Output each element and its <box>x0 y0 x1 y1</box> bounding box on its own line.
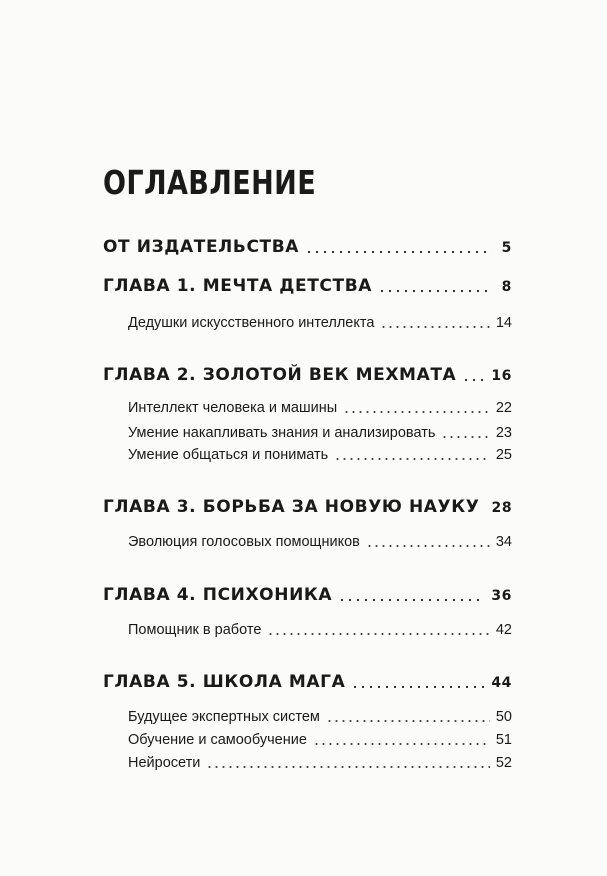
toc-entry-label: Будущее экспертных систем <box>128 709 320 725</box>
toc-entry-label: Умение накапливать знания и анализировать <box>128 425 436 441</box>
toc-entry-page: 28 <box>491 500 513 516</box>
toc-entry-page: 16 <box>491 368 512 384</box>
toc-entry-page: 8 <box>501 279 512 295</box>
toc-entry-label: ГЛАВА 5. ШКОЛА МАГА <box>103 672 346 692</box>
toc-entry-label: ГЛАВА 4. ПСИХОНИКА <box>103 585 333 605</box>
dot-leader <box>441 435 489 439</box>
toc-entry-label: ГЛАВА 3. БОРЬБА ЗА НОВУЮ НАУКУ <box>103 497 480 517</box>
toc-entry-page: 42 <box>495 622 512 638</box>
dot-leader <box>378 289 492 293</box>
dot-leader <box>267 632 489 636</box>
toc-entry-section[interactable] <box>128 730 512 750</box>
toc-entry-page: 5 <box>501 240 512 256</box>
toc-entry-label: Интеллект человека и машины <box>128 400 338 416</box>
dot-leader <box>343 410 490 414</box>
toc-entry-page: 52 <box>495 755 512 771</box>
toc-entry-label: Умение общаться и понимать <box>128 447 329 463</box>
toc-entry-chapter-2[interactable] <box>103 364 512 387</box>
toc-entry-page: 23 <box>495 425 512 441</box>
toc-entry-section[interactable] <box>128 313 512 333</box>
toc-entry-publisher-note[interactable] <box>103 236 512 259</box>
toc-entry-label: ОТ ИЗДАТЕЛЬСТВА <box>103 237 300 257</box>
toc-entry-section[interactable] <box>128 423 512 443</box>
toc-entry-section[interactable] <box>128 707 512 727</box>
toc-entry-label: ГЛАВА 1. МЕЧТА ДЕТСТВА <box>103 276 373 296</box>
toc-entry-section[interactable] <box>128 532 512 552</box>
toc-entry-page: 22 <box>495 400 512 416</box>
toc-entry-section[interactable] <box>128 753 512 773</box>
toc-entry-section[interactable] <box>128 445 512 465</box>
dot-leader <box>326 719 490 723</box>
toc-entry-page: 50 <box>495 709 512 725</box>
dot-leader <box>380 325 489 329</box>
dot-leader <box>462 378 485 382</box>
toc-entry-page: 25 <box>495 447 512 463</box>
toc-entry-label: Помощник в работе <box>128 622 262 638</box>
toc-entry-page: 14 <box>495 315 512 331</box>
toc-entry-chapter-3[interactable] <box>103 496 512 519</box>
toc-entry-label: ГЛАВА 2. ЗОЛОТОЙ ВЕК МЕХМАТА <box>103 365 457 385</box>
dot-leader <box>334 457 490 461</box>
dot-leader <box>206 765 490 769</box>
toc-entry-section[interactable] <box>128 398 512 418</box>
toc-entry-chapter-5[interactable] <box>103 671 512 694</box>
toc-entry-page: 44 <box>491 675 512 691</box>
dot-leader <box>338 598 485 602</box>
dot-leader <box>351 685 485 689</box>
toc-title: ОГЛАВЛЕНИЕ <box>103 163 317 202</box>
toc-entry-chapter-1[interactable] <box>103 275 512 298</box>
toc-entry-label: Нейросети <box>128 755 201 771</box>
dot-leader <box>313 742 490 746</box>
toc-entry-label: Дедушки искусственного интеллекта <box>128 315 375 331</box>
toc-entry-page: 51 <box>495 732 512 748</box>
toc-entry-page: 36 <box>491 588 512 604</box>
toc-entry-chapter-4[interactable] <box>103 584 512 607</box>
toc-entry-page: 34 <box>495 534 512 550</box>
dot-leader <box>366 544 490 548</box>
toc-entry-label: Обучение и самообучение <box>128 732 307 748</box>
toc-entry-section[interactable] <box>128 620 512 640</box>
toc-entry-label: Эволюция голосовых помощников <box>128 534 360 550</box>
dot-leader <box>305 250 492 254</box>
